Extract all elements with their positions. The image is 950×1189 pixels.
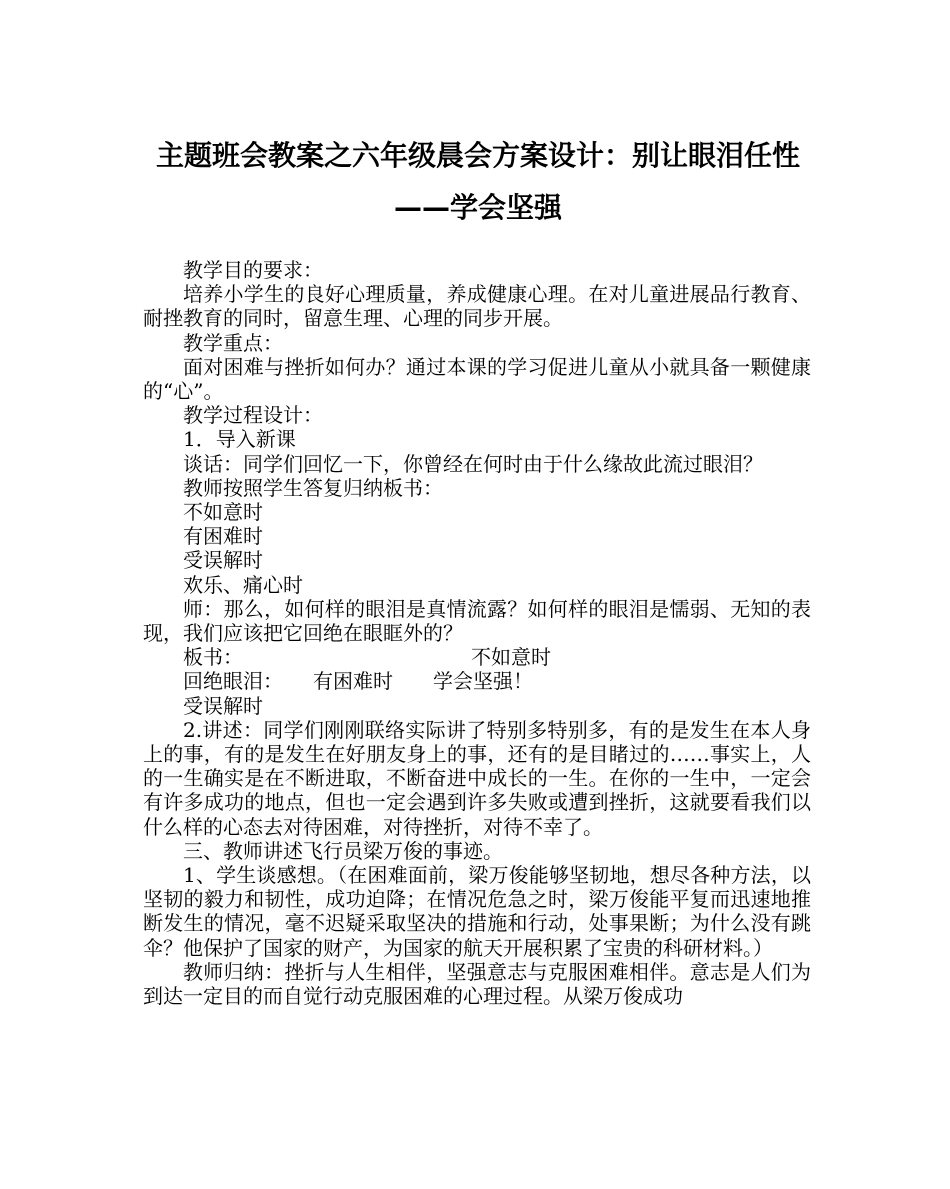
paragraph: 2.讲述：同学们刚刚联络实际讲了特别多特别多，有的是发生在本人身上的事，有的是发生在好朋友身上的事，还有的是目睹过的……事实上，人的一生确实是在不断进取，不断奋进中成长的一生。在你的一生中，一定会有许多成功的地点，但也一定会遇到许多失败或遭到挫折，这就要看我们以什么样的心态去对待困难，对待挫折，对待不幸了。: [143, 717, 811, 839]
paragraph: 培养小学生的良好心理质量，养成健康心理。在对儿童进展品行教育、耐挫教育的同时，留意生理、心理的同步开展。: [143, 282, 811, 331]
paragraph: 谈话：同学们回忆一下，你曾经在何时由于什么缘故此流过眼泪？: [183, 451, 763, 476]
paragraph: 教学过程设计：: [183, 403, 323, 428]
board-conclusion: 学会坚强！: [433, 669, 533, 694]
paragraph: 教学重点：: [183, 330, 283, 355]
paragraph: 教师按照学生答复归纳板书：: [183, 475, 443, 500]
paragraph: 教师归纳：挫折与人生相伴，坚强意志与克服困难相伴。意志是人们为到达一定目的而自觉行动克服困难的心理过程。从梁万俊成功: [143, 959, 811, 1009]
paragraph: 1、学生谈感想。（在困难面前，梁万俊能够坚韧地，想尽各种方法，以坚韧的毅力和韧性，成功迫降；在情况危急之时，梁万俊能平复而迅速地推断发生的情况，毫不迟疑采取坚决的措施和行动，处事果断；为什么没有跳伞？他保护了国家的财产，为国家的航天开展积累了宝贵的科研材料。）: [143, 863, 811, 960]
board-item: 不如意时: [471, 645, 551, 670]
section-heading: 三、教师讲述飞行员梁万俊的事迹。: [183, 838, 503, 863]
list-item: 欢乐、痛心时: [183, 572, 303, 597]
board-row-3: [143, 694, 811, 718]
document-body: [143, 258, 811, 1008]
list-item: 不如意时: [183, 500, 263, 525]
board-item: 受误解时: [183, 693, 263, 718]
board-reject-label: 回绝眼泪：: [183, 669, 283, 694]
board-row-2: [143, 669, 811, 693]
board-row-1: [143, 645, 811, 669]
board-item: 有困难时: [313, 669, 393, 694]
paragraph: 教学目的要求：: [183, 258, 323, 282]
list-item: 受误解时: [183, 548, 263, 573]
paragraph: 师：那么，如何样的眼泪是真情流露？如何样的眼泪是懦弱、无知的表现，我们应该把它回绝在眼眶外的？: [143, 596, 811, 646]
list-item: 有困难时: [183, 524, 263, 549]
paragraph: 面对困难与挫折如何办？通过本课的学习促进儿童从小就具备一颗健康的“心”。: [143, 354, 811, 404]
paragraph: 1．导入新课: [183, 427, 296, 452]
document-title: 主题班会教案之六年级晨会方案设计：别让眼泪任性——学会坚强: [155, 139, 800, 224]
board-label: 板书：: [183, 645, 243, 670]
